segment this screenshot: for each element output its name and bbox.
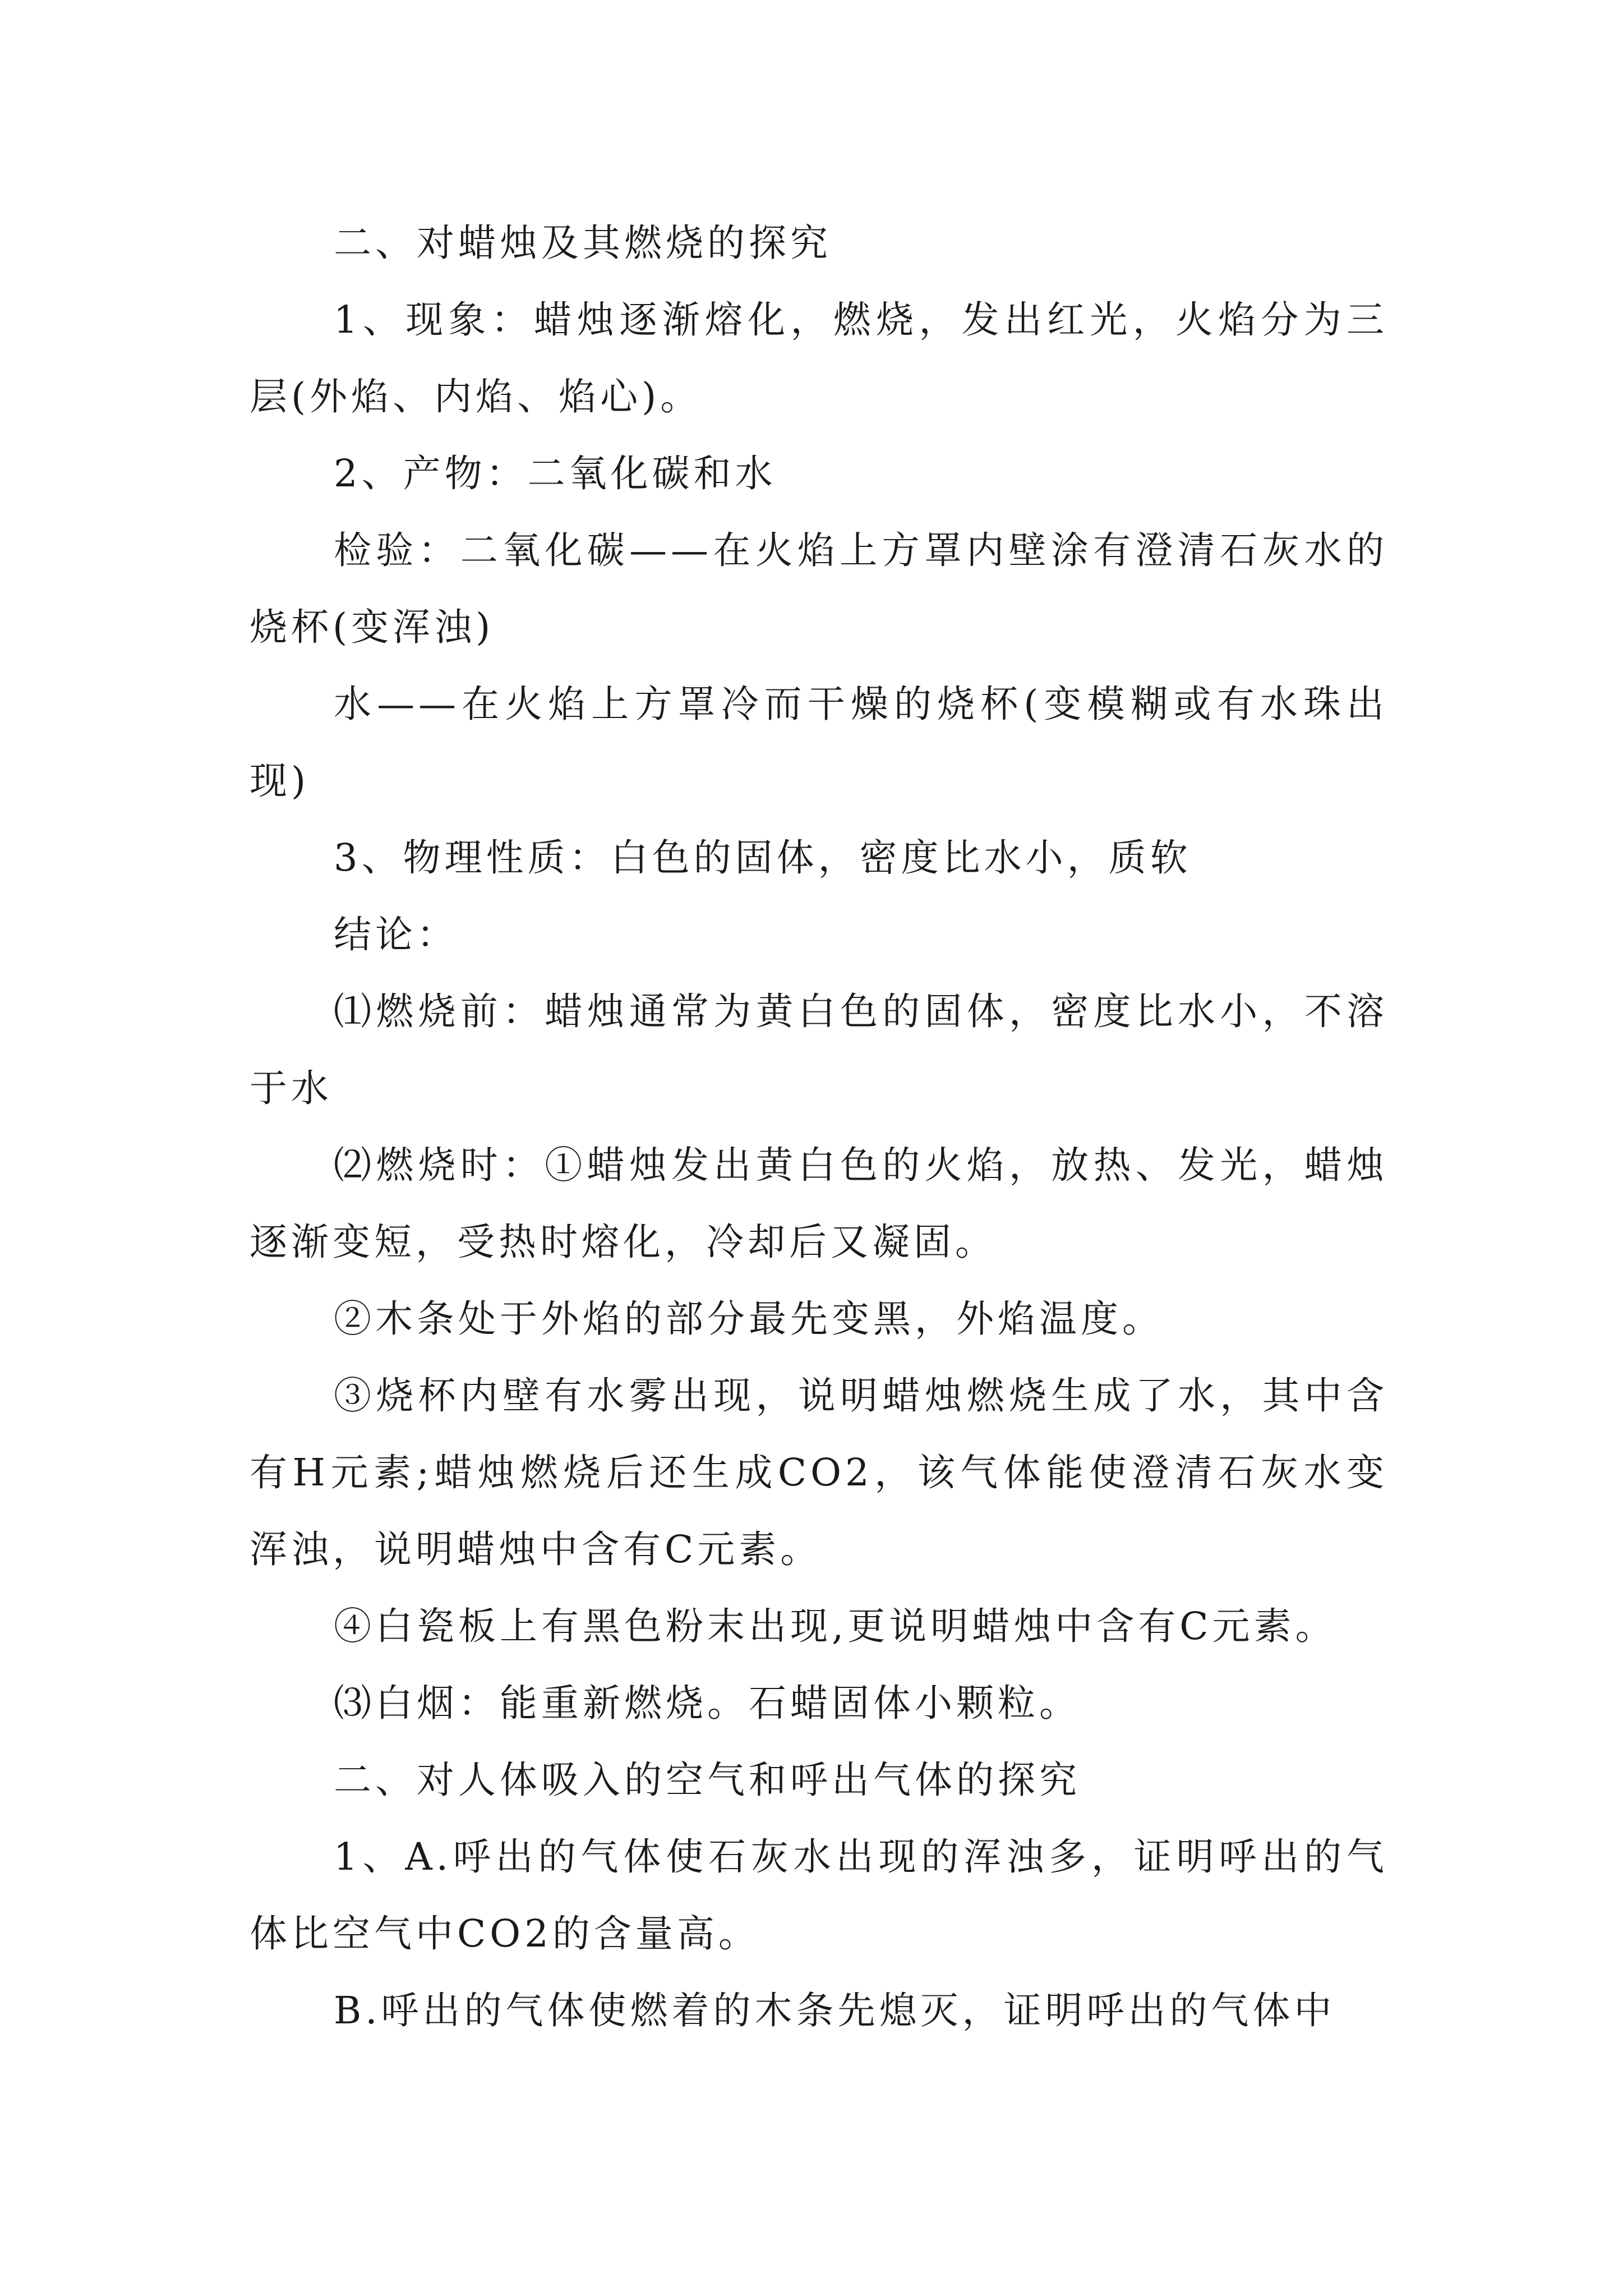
paragraph-white-smoke: ⑶白烟：能重新燃烧。石蜡固体小颗粒。 — [334, 1681, 1081, 1725]
document-body — [250, 205, 1388, 2049]
paragraph-products: 2、产物：二氧化碳和水 — [334, 452, 777, 495]
paragraph-water-mist: ③烧杯内壁有水雾出现，说明蜡烛燃烧生成了水，其中含有H元素;蜡烛燃烧后还生成CO2，该气体能使澄清石灰水变浑浊，说明蜡烛中含有C元素。 — [250, 1374, 1388, 1571]
paragraph-exhaled-oxygen: B.呼出的气体使燃着的木条先熄灭，证明呼出的气体中 — [334, 1989, 1336, 2032]
section-heading-breath: 二、对人体吸入的空气和呼出气体的探究 — [334, 1758, 1081, 1802]
paragraph-test-co2: 检验：二氧化碳——在火焰上方罩内壁涂有澄清石灰水的烧杯(变浑浊) — [250, 528, 1388, 649]
paragraph-while-burning: ⑵燃烧时：①蜡烛发出黄白色的火焰，放热、发光，蜡烛逐渐变短，受热时熔化，冷却后又凝固。 — [250, 1143, 1388, 1264]
paragraph-physical-properties: 3、物理性质：白色的固体，密度比水小，质软 — [334, 836, 1192, 880]
paragraph-phenomenon: 1、现象：蜡烛逐渐熔化，燃烧，发出红光，火焰分为三层(外焰、内焰、焰心)。 — [250, 298, 1388, 418]
paragraph-before-burning: ⑴燃烧前：蜡烛通常为黄白色的固体，密度比水小，不溶于水 — [250, 990, 1388, 1110]
paragraph-exhaled-co2: 1、A.呼出的气体使石灰水出现的浑浊多，证明呼出的气体比空气中CO2的含量高。 — [250, 1835, 1388, 1955]
paragraph-outer-flame: ②木条处于外焰的部分最先变黑，外焰温度。 — [334, 1297, 1164, 1341]
paragraph-conclusion-label: 结论： — [334, 913, 458, 956]
paragraph-black-powder: ④白瓷板上有黑色粉末出现,更说明蜡烛中含有C元素。 — [334, 1604, 1337, 1648]
section-heading-candle: 二、对蜡烛及其燃烧的探究 — [334, 221, 832, 265]
paragraph-test-water: 水——在火焰上方罩冷而干燥的烧杯(变模糊或有水珠出现) — [250, 682, 1388, 803]
